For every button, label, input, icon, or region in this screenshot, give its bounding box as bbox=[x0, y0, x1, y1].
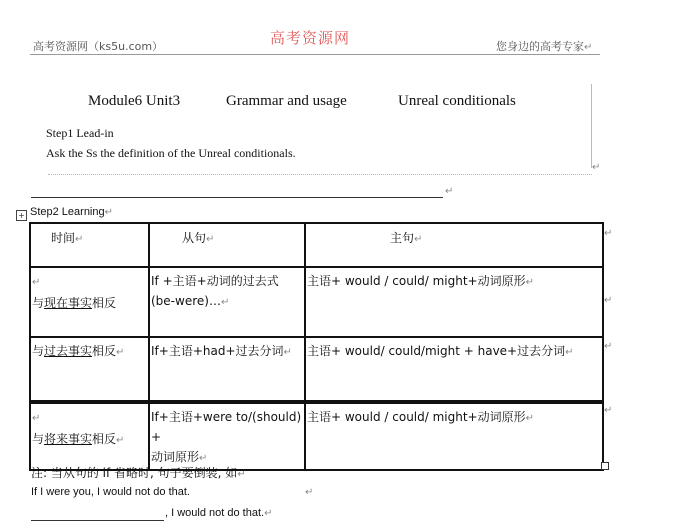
row-end-mark: ↵ bbox=[604, 228, 613, 239]
header-slogan: 您身边的高考专家↵ bbox=[496, 40, 593, 53]
fill-in-sentence: , I would not do that.↵ bbox=[165, 507, 273, 519]
table-resize-handle[interactable] bbox=[601, 462, 609, 470]
header-logo: 高考资源网 bbox=[270, 29, 351, 47]
table-row bbox=[30, 337, 603, 402]
step1-text: Ask the Ss the definition of the Unreal conditionals. bbox=[46, 146, 296, 160]
clause-cell: If+主语+had+过去分词↵ bbox=[149, 337, 305, 402]
header-cell-clause: 从句↵ bbox=[149, 223, 305, 267]
step1-heading: Step1 Lead-in bbox=[46, 126, 114, 140]
blank-line bbox=[31, 197, 443, 198]
time-cell: ↵ 与将来事实相反↵ bbox=[30, 402, 149, 470]
table-row bbox=[30, 402, 603, 470]
row-end-mark: ↵ bbox=[604, 341, 613, 352]
fill-in-blank bbox=[31, 520, 164, 521]
time-cell: 与过去事实相反↵ bbox=[30, 337, 149, 402]
row-end-mark: ↵ bbox=[604, 405, 613, 416]
main-clause-cell: 主语+ would/ could/might + have+过去分词↵ bbox=[305, 337, 603, 402]
table-row bbox=[30, 267, 603, 337]
title-topic: Grammar and usage bbox=[226, 93, 347, 109]
clause-cell: If +主语+动词的过去式 (be-were)…↵ bbox=[149, 267, 305, 337]
header-rule bbox=[30, 54, 600, 55]
title-subject: Unreal conditionals bbox=[398, 93, 516, 109]
paragraph-mark: ↵ bbox=[592, 162, 601, 173]
main-clause-cell: 主语+ would / could/ might+动词原形↵ bbox=[305, 402, 603, 470]
clause-cell: If+主语+were to/(should) + 动词原形↵ bbox=[149, 402, 305, 470]
paragraph-mark: ↵ bbox=[445, 186, 454, 197]
example-sentence: If I were you, I would not do that. bbox=[31, 486, 190, 498]
table-header-row bbox=[30, 223, 603, 267]
step2-heading: Step2 Learning↵ bbox=[30, 206, 114, 218]
row-end-mark: ↵ bbox=[604, 295, 613, 306]
time-cell: ↵ 与现在事实相反 bbox=[30, 267, 149, 337]
paragraph-mark: ↵ bbox=[305, 487, 314, 498]
header-cell-main: 主句↵ bbox=[305, 223, 603, 267]
conditionals-table bbox=[29, 222, 604, 471]
note-text: 注: 当从句的 if 省略时, 句子要倒装, 如↵ bbox=[31, 466, 246, 480]
header-cell-time: 时间↵ bbox=[30, 223, 149, 267]
title-module: Module6 Unit3 bbox=[88, 93, 181, 109]
text-frame-bottom bbox=[48, 174, 592, 175]
main-clause-cell: 主语+ would / could/ might+动词原形↵ bbox=[305, 267, 603, 337]
text-frame-border bbox=[591, 84, 592, 168]
header-site-name: 高考资源网（ks5u.com） bbox=[33, 40, 164, 53]
table-move-handle[interactable]: + bbox=[16, 210, 27, 221]
